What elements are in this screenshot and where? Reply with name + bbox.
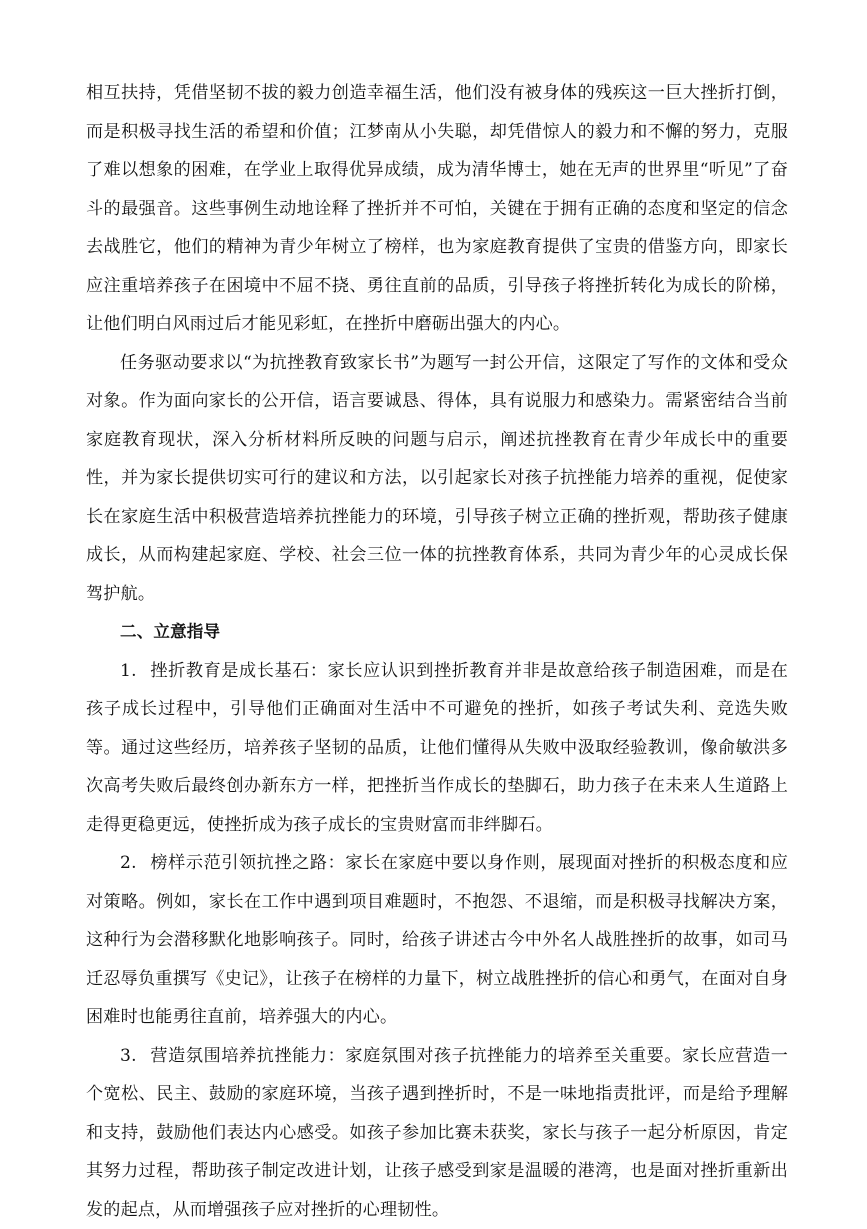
list-item-number: 2. [120, 844, 150, 883]
list-item-text: 榜样示范引领抗挫之路：家长在家庭中要以身作则，展现面对挫折的积极态度和应对策略。例如，家长在工作中遇到项目难题时，不抱怨、不退缩，而是积极寻找解决方案，这种行为会潜移默化地影响孩子。同时，给孩子讲述古今中外名人战胜挫折的故事，如司马迁忍辱负重撰写《史记》，让孩子在榜样的力量下，树立战胜挫折的信心和勇气，在面对自身困难时也能勇往直前，培养强大的内心。 [86, 853, 788, 1027]
list-item-number: 1. [120, 652, 150, 691]
list-item-number: 3. [120, 1037, 150, 1076]
body-paragraph-task: 任务驱动要求以“为抗挫教育致家长书”为题写一封公开信，这限定了写作的文体和受众对象。作为面向家长的公开信，语言要诚恳、得体，具有说服力和感染力。需紧密结合当前家庭教育现状，深入分析材料所反映的问题与启示，阐述抗挫教育在青少年成长中的重要性，并为家长提供切实可行的建议和方法，以引起家长对孩子抗挫能力培养的重视，促使家长在家庭生活中积极营造培养抗挫能力的环境，引导孩子树立正确的挫折观，帮助孩子健康成长，从而构建起家庭、学校、社会三位一体的抗挫教育体系，共同为青少年的心灵成长保驾护航。 [86, 344, 788, 614]
document-body [86, 74, 788, 1229]
list-item-text: 挫折教育是成长基石：家长应认识到挫折教育并非是故意给孩子制造困难，而是在孩子成长过程中，引导他们正确面对生活中不可避免的挫折，如孩子考试失利、竞选失败等。通过这些经历，培养孩子坚韧的品质，让他们懂得从失败中汲取经验教训，像俞敏洪多次高考失败后最终创办新东方一样，把挫折当作成长的垫脚石，助力孩子在未来人生道路上走得更稳更远，使挫折成为孩子成长的宝贵财富而非绊脚石。 [86, 661, 788, 835]
body-paragraph-continued: 相互扶持，凭借坚韧不拔的毅力创造幸福生活，他们没有被身体的残疾这一巨大挫折打倒，而是积极寻找生活的希望和价值；江梦南从小失聪，却凭借惊人的毅力和不懈的努力，克服了难以想象的困难，在学业上取得优异成绩，成为清华博士，她在无声的世界里“听见”了奋斗的最强音。这些事例生动地诠释了挫折并不可怕，关键在于拥有正确的态度和坚定的信念去战胜它，他们的精神为青少年树立了榜样，也为家庭教育提供了宝贵的借鉴方向，即家长应注重培养孩子在困境中不屈不挠、勇往直前的品质，引导孩子将挫折转化为成长的阶梯，让他们明白风雨过后才能见彩虹，在挫折中磨砺出强大的内心。 [86, 74, 788, 344]
section-heading: 二、立意指导 [86, 613, 788, 652]
list-item [86, 1037, 788, 1229]
list-item [86, 652, 788, 845]
list-item [86, 844, 788, 1037]
list-item-text: 营造氛围培养抗挫能力：家庭氛围对孩子抗挫能力的培养至关重要。家长应营造一个宽松、民主、鼓励的家庭环境，当孩子遇到挫折时，不是一味地指责批评，而是给予理解和支持，鼓励他们表达内心感受。如孩子参加比赛未获奖，家长与孩子一起分析原因，肯定其努力过程，帮助孩子制定改进计划，让孩子感受到家是温暖的港湾，也是面对挫折重新出发的起点，从而增强孩子应对挫折的心理韧性。 [86, 1046, 788, 1220]
